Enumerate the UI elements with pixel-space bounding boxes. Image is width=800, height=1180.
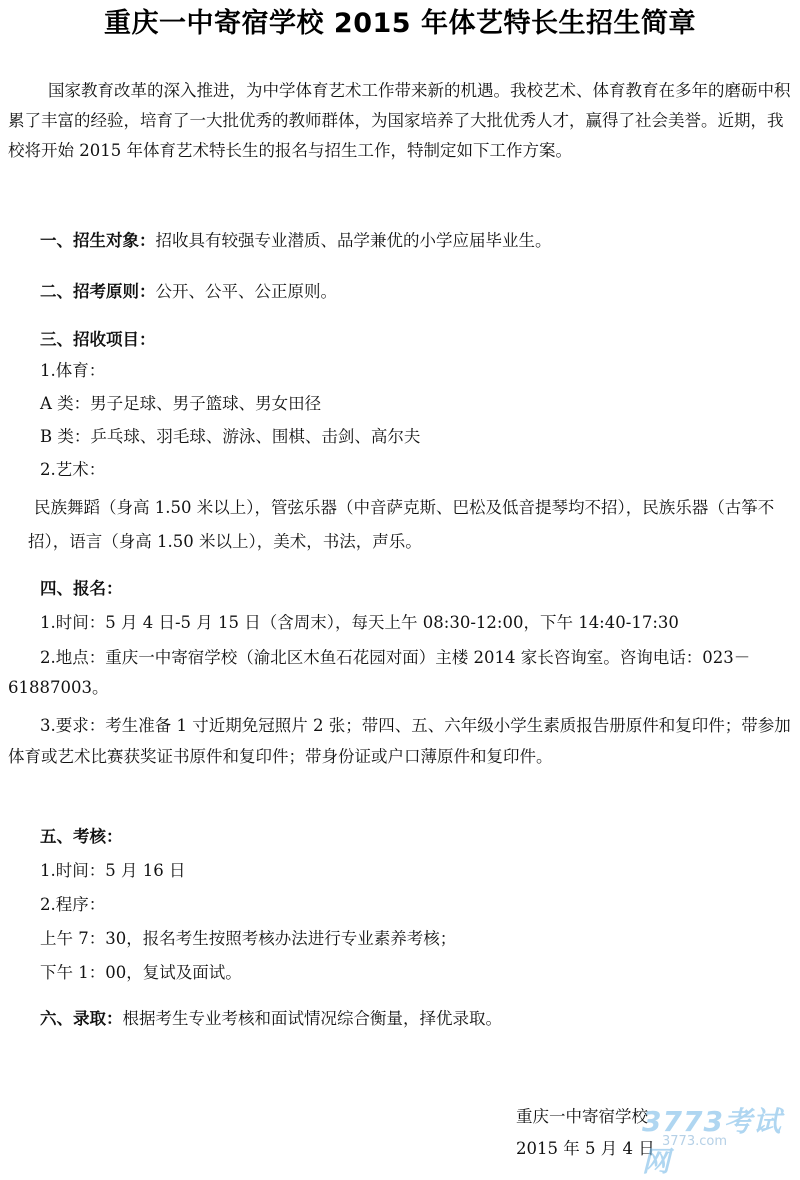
signature-date: 2015 年 5 月 4 日	[516, 1139, 655, 1158]
watermark-url: 3773.com	[662, 1134, 727, 1149]
section-admission	[40, 1004, 792, 1034]
document-title: 重庆一中寄宿学校 2015 年体艺特长生招生简章	[104, 8, 696, 39]
section-heading: 六、录取：	[40, 1009, 123, 1028]
section-text: 公开、公平、公正原则。	[155, 282, 337, 301]
section-text: 根据考生专业考核和面试情况综合衡量，择优录取。	[122, 1009, 502, 1028]
procedure-label: 2.程序：	[40, 895, 106, 914]
procedure-afternoon: 下午 1：00，复试及面试。	[40, 963, 242, 982]
watermark-logo	[636, 1100, 786, 1178]
sports-label: 1.体育：	[40, 361, 106, 380]
section-heading: 一、招生对象：	[40, 231, 156, 250]
section-heading: 五、考核：	[40, 827, 123, 846]
section-principles	[40, 277, 792, 307]
registration-time: 1.时间：5 月 4 日-5 月 15 日（含周末），每天上午 08:30-12:00，下午 14:40-17:30	[40, 613, 679, 632]
arts-label: 2.艺术：	[40, 460, 106, 479]
arts-items: 民族舞蹈（身高 1.50 米以上），管弦乐器（中音萨克斯、巴松及低音提琴均不招），民族乐器（古筝不招），语言（身高 1.50 米以上），美术，书法，声乐。	[28, 498, 775, 551]
exam-time: 1.时间：5 月 16 日	[40, 861, 186, 880]
section-enrollment-target	[40, 226, 792, 256]
procedure-morning: 上午 7：30，报名考生按照考核办法进行专业素养考核；	[40, 929, 457, 948]
signature-school: 重庆一中寄宿学校	[516, 1107, 648, 1126]
registration-place: 2.地点：重庆一中寄宿学校（渝北区木鱼石花园对面）主楼 2014 家长咨询室。咨询电话：023－61887003。	[8, 648, 751, 697]
intro-paragraph: 国家教育改革的深入推进，为中学体育艺术工作带来新的机遇。我校艺术、体育教育在多年的磨砺中积累了丰富的经验，培育了一大批优秀的教师群体，为国家培养了大批优秀人才，赢得了社会美誉。近期，我校将开始 2015 年体育艺术特长生的报名与招生工作，特制定如下工作方案。	[8, 81, 791, 160]
section-text: 招收具有较强专业潜质、品学兼优的小学应届毕业生。	[155, 231, 552, 250]
registration-requirements: 3.要求：考生准备 1 寸近期免冠照片 2 张；带四、五、六年级小学生素质报告册原件和复印件；带参加体育或艺术比赛获奖证书原件和复印件；带身份证或户口薄原件和复印件。	[8, 716, 791, 766]
watermark-logo-text: 3773考试网	[642, 1105, 782, 1178]
section-heading: 二、招考原则：	[40, 282, 156, 301]
sports-category-b: B 类：乒乓球、羽毛球、游泳、围棋、击剑、高尔夫	[40, 427, 421, 446]
sports-category-a: A 类：男子足球、男子篮球、男女田径	[40, 394, 322, 413]
section-heading: 四、报名：	[40, 579, 123, 598]
section-heading: 三、招收项目：	[40, 330, 156, 349]
